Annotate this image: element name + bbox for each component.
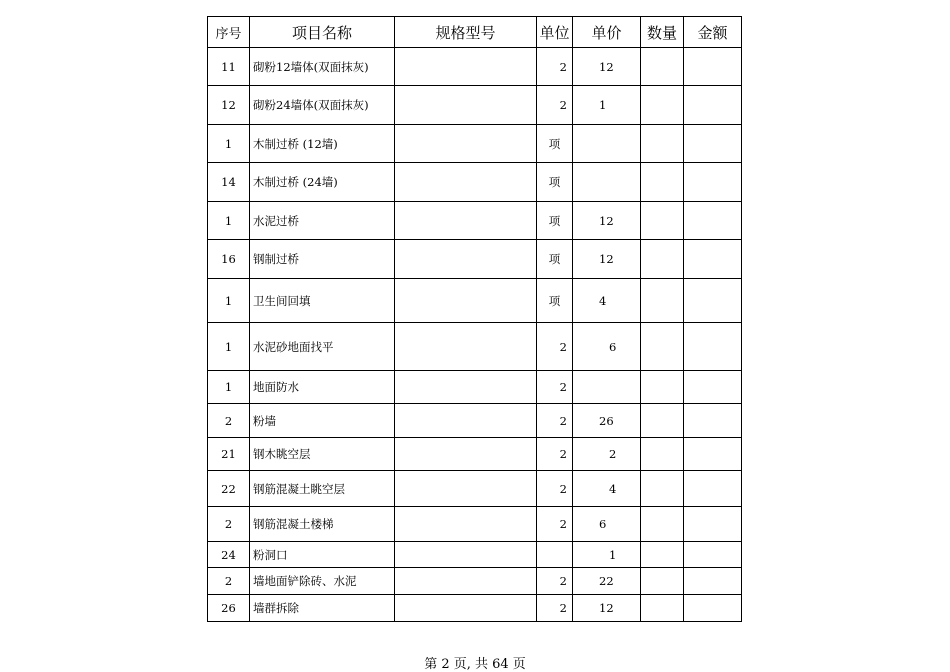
table-row: [208, 86, 742, 125]
cell-unit: 2: [537, 438, 573, 471]
cell-qty: [641, 163, 684, 202]
cell-qty: [641, 568, 684, 595]
cell-spec: [395, 202, 537, 240]
cell-name: 粉洞口: [250, 542, 395, 568]
cell-amount: [684, 240, 742, 279]
cell-name: 卫生间回填: [250, 279, 395, 323]
cell-qty: [641, 48, 684, 86]
cell-no: 1: [208, 125, 250, 163]
cell-unit: 项: [537, 125, 573, 163]
cell-spec: [395, 86, 537, 125]
cell-amount: [684, 125, 742, 163]
cell-spec: [395, 279, 537, 323]
cell-amount: [684, 438, 742, 471]
cell-name: 钢制过桥: [250, 240, 395, 279]
table-row: [208, 542, 742, 568]
cell-no: 24: [208, 542, 250, 568]
cell-name: 水泥过桥: [250, 202, 395, 240]
cell-no: 1: [208, 323, 250, 371]
cell-unit: 2: [537, 371, 573, 404]
cell-name: 木制过桥 (24墙): [250, 163, 395, 202]
cell-unit: 2: [537, 323, 573, 371]
table-row: [208, 471, 742, 507]
cell-price: 1: [573, 542, 641, 568]
cell-name: 墙群拆除: [250, 595, 395, 622]
cell-spec: [395, 542, 537, 568]
cell-unit: 2: [537, 404, 573, 438]
cell-qty: [641, 371, 684, 404]
cell-spec: [395, 125, 537, 163]
table-row: [208, 595, 742, 622]
cell-qty: [641, 595, 684, 622]
cell-name: 钢木眺空层: [250, 438, 395, 471]
cell-unit: 项: [537, 279, 573, 323]
cell-spec: [395, 404, 537, 438]
cell-price: 12: [573, 240, 641, 279]
cell-name: 墙地面铲除砖、水泥: [250, 568, 395, 595]
cell-price: 2: [573, 438, 641, 471]
cell-price: 12: [573, 48, 641, 86]
cell-qty: [641, 471, 684, 507]
table-row: [208, 371, 742, 404]
cell-qty: [641, 542, 684, 568]
header-row: [208, 17, 742, 48]
cell-price: 4: [573, 471, 641, 507]
cell-price: 26: [573, 404, 641, 438]
cell-name: 粉墙: [250, 404, 395, 438]
cell-price: 22: [573, 568, 641, 595]
cell-name: 地面防水: [250, 371, 395, 404]
cell-unit: 2: [537, 507, 573, 542]
cell-price: 6: [573, 507, 641, 542]
cell-no: 1: [208, 371, 250, 404]
cell-no: 2: [208, 404, 250, 438]
cell-price: 1: [573, 86, 641, 125]
cell-spec: [395, 323, 537, 371]
table-row: [208, 438, 742, 471]
header-price: 单价: [573, 17, 641, 48]
cell-unit: 项: [537, 163, 573, 202]
cell-qty: [641, 240, 684, 279]
table-row: [208, 202, 742, 240]
table-row: [208, 125, 742, 163]
cell-amount: [684, 542, 742, 568]
cell-qty: [641, 438, 684, 471]
cell-no: 12: [208, 86, 250, 125]
cell-spec: [395, 507, 537, 542]
cell-price: 12: [573, 595, 641, 622]
cell-no: 21: [208, 438, 250, 471]
cell-amount: [684, 323, 742, 371]
cell-unit: 项: [537, 240, 573, 279]
cell-name: 钢筋混凝土楼梯: [250, 507, 395, 542]
header-name: 项目名称: [250, 17, 395, 48]
cell-name: 砌粉24墙体(双面抹灰): [250, 86, 395, 125]
header-unit: 单位: [537, 17, 573, 48]
cell-qty: [641, 507, 684, 542]
table-row: [208, 240, 742, 279]
header-qty: 数量: [641, 17, 684, 48]
cell-price: [573, 163, 641, 202]
table-row: [208, 323, 742, 371]
cell-no: 2: [208, 507, 250, 542]
cell-qty: [641, 404, 684, 438]
header-amount: 金额: [684, 17, 742, 48]
cell-no: 2: [208, 568, 250, 595]
cell-amount: [684, 202, 742, 240]
cell-spec: [395, 595, 537, 622]
cell-qty: [641, 86, 684, 125]
cell-no: 26: [208, 595, 250, 622]
cell-amount: [684, 568, 742, 595]
table-row: [208, 568, 742, 595]
cell-qty: [641, 125, 684, 163]
cell-amount: [684, 279, 742, 323]
cell-amount: [684, 86, 742, 125]
cell-unit: 项: [537, 202, 573, 240]
header-spec: 规格型号: [395, 17, 537, 48]
cell-price: [573, 125, 641, 163]
cell-no: 22: [208, 471, 250, 507]
cell-price: 4: [573, 279, 641, 323]
cell-no: 14: [208, 163, 250, 202]
cell-no: 16: [208, 240, 250, 279]
cell-spec: [395, 471, 537, 507]
cell-unit: 2: [537, 48, 573, 86]
cell-unit: [537, 542, 573, 568]
cell-amount: [684, 163, 742, 202]
cell-spec: [395, 163, 537, 202]
cell-spec: [395, 48, 537, 86]
table-row: [208, 507, 742, 542]
cell-price: [573, 371, 641, 404]
cell-amount: [684, 404, 742, 438]
cell-no: 11: [208, 48, 250, 86]
cell-qty: [641, 202, 684, 240]
cell-spec: [395, 438, 537, 471]
cell-no: 1: [208, 279, 250, 323]
cell-no: 1: [208, 202, 250, 240]
header-no: 序号: [208, 17, 250, 48]
table-row: [208, 163, 742, 202]
cell-name: 木制过桥 (12墙): [250, 125, 395, 163]
cell-amount: [684, 48, 742, 86]
table-row: [208, 404, 742, 438]
cell-price: 12: [573, 202, 641, 240]
page-number: 第 2 页, 共 64 页: [424, 657, 526, 672]
quote-table: [207, 16, 742, 622]
cell-name: 砌粉12墙体(双面抹灰): [250, 48, 395, 86]
cell-unit: 2: [537, 595, 573, 622]
cell-amount: [684, 471, 742, 507]
cell-spec: [395, 568, 537, 595]
cell-name: 钢筋混凝土眺空层: [250, 471, 395, 507]
cell-qty: [641, 323, 684, 371]
cell-unit: 2: [537, 471, 573, 507]
cell-amount: [684, 507, 742, 542]
cell-spec: [395, 371, 537, 404]
table-row: [208, 48, 742, 86]
cell-amount: [684, 371, 742, 404]
cell-spec: [395, 240, 537, 279]
cell-unit: 2: [537, 86, 573, 125]
cell-name: 水泥砂地面找平: [250, 323, 395, 371]
cell-amount: [684, 595, 742, 622]
cell-price: 6: [573, 323, 641, 371]
table-row: [208, 279, 742, 323]
cell-qty: [641, 279, 684, 323]
cell-unit: 2: [537, 568, 573, 595]
